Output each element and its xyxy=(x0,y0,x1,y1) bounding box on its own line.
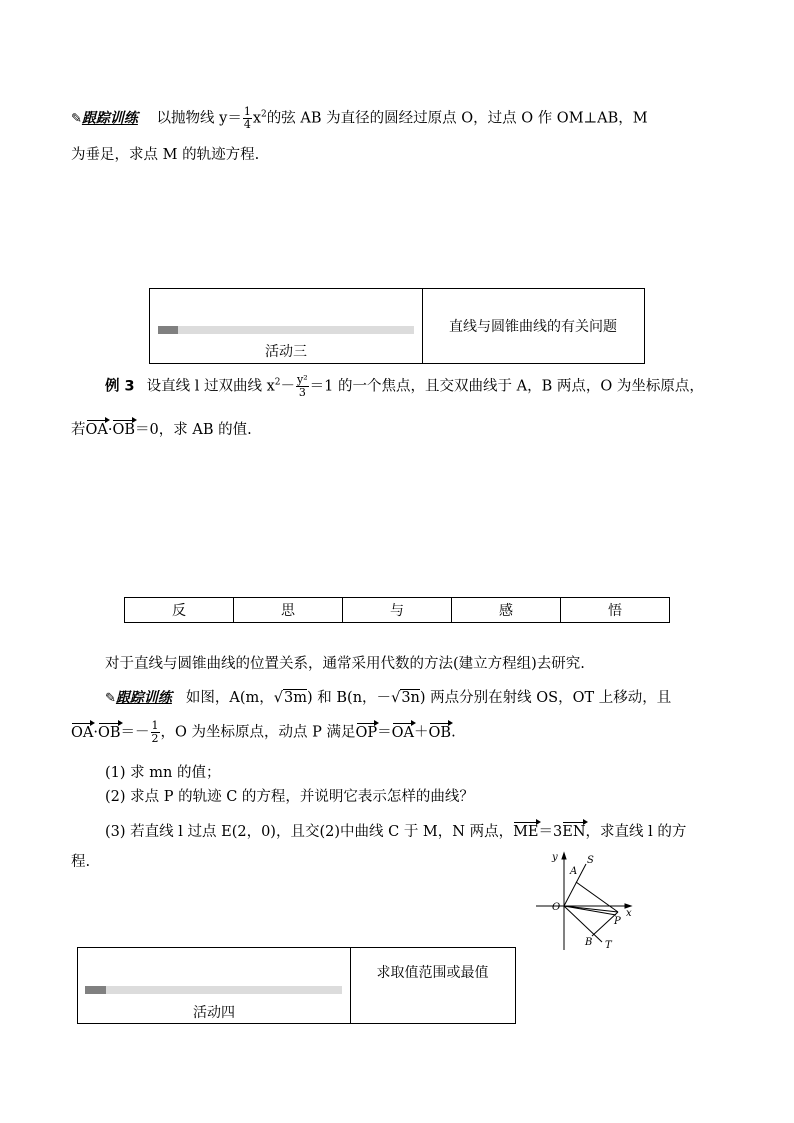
text: 如图，A(m， xyxy=(185,690,274,706)
example-label: 例 3 xyxy=(105,378,135,395)
y-arrow xyxy=(562,853,566,859)
question-1: (1) 求 mn 的值； xyxy=(105,765,221,781)
activity4-label: 活动四 xyxy=(193,1005,235,1021)
vector-en: EN xyxy=(562,824,586,840)
superscript: 2 xyxy=(261,109,267,120)
text: 以抛物线 y＝ xyxy=(156,110,242,127)
activity3-title: 直线与圆锥曲线的有关问题 xyxy=(449,319,617,335)
label-s: S xyxy=(587,855,594,866)
progress-track xyxy=(85,986,342,994)
question-3-line2: 程. xyxy=(71,854,91,870)
question-2: (2) 求点 P 的轨迹 C 的方程，并说明它表示怎样的曲线？ xyxy=(105,789,474,805)
numerator: 1 xyxy=(243,105,251,118)
text: ，求直线 l 的方 xyxy=(585,824,687,840)
text: 设直线 l 过双曲线 x xyxy=(146,378,275,395)
track2-line2 xyxy=(71,720,456,745)
text: ) 两点分别在射线 OS，OT 上移动，且 xyxy=(419,690,672,706)
sqrt-content: 3n xyxy=(401,690,420,706)
summary-text: 对于直线与圆锥曲线的位置关系，通常采用代数的方法(建立方程组)去研究. xyxy=(105,656,585,672)
vector-oa: OA xyxy=(391,724,415,741)
track1-line2: 为垂足，求点 M 的轨迹方程. xyxy=(71,147,260,163)
text: ，O 为坐标原点，动点 P 满足 xyxy=(160,724,356,741)
label-p: P xyxy=(614,916,621,927)
reflection-cell: 与 xyxy=(343,598,452,622)
sqrt-content: 3m xyxy=(284,690,308,706)
activity4-left xyxy=(78,948,351,1023)
denominator: 4 xyxy=(243,118,251,131)
text: ＋ xyxy=(414,724,429,741)
label-o: O xyxy=(552,902,561,913)
text: 的弦 AB 为直径的圆经过原点 O，过点 O 作 OM⊥AB，M xyxy=(266,110,648,127)
pencil-icon: ✎ xyxy=(105,691,116,706)
vector-ob: OB xyxy=(97,724,121,741)
coordinate-figure xyxy=(528,850,638,950)
reflection-cell: 悟 xyxy=(608,603,622,619)
label-a: A xyxy=(570,866,578,877)
denominator: 2 xyxy=(151,732,159,745)
label-y: y xyxy=(552,852,558,863)
track-tag: 跟踪训练 xyxy=(115,690,172,706)
text: ＝0，求 AB 的值. xyxy=(135,422,252,438)
fraction xyxy=(243,106,252,131)
activity4-box xyxy=(77,947,516,1024)
sqrt-sign: √ xyxy=(273,690,284,706)
fraction xyxy=(296,374,309,399)
sqrt-sign: √ xyxy=(391,690,401,706)
fraction xyxy=(151,720,160,745)
segment-ap xyxy=(576,882,618,912)
text: ) 和 B(n，－ xyxy=(307,690,392,706)
text: ＝－ xyxy=(120,724,150,741)
vector-oa: OA xyxy=(85,422,108,438)
activity3-left xyxy=(150,289,423,363)
progress-track xyxy=(158,326,414,334)
pencil-icon: ✎ xyxy=(71,111,82,127)
numerator: y² xyxy=(297,373,308,386)
text: ＝1 的一个焦点，且交双曲线于 A，B 两点，O 为坐标原点， xyxy=(309,378,704,395)
label-x: x xyxy=(626,908,632,919)
text: . xyxy=(451,724,456,741)
vector-op: OP xyxy=(355,724,378,741)
text: x xyxy=(252,110,262,127)
label-t: T xyxy=(605,940,612,950)
activity3-box xyxy=(149,288,645,364)
reflection-table xyxy=(124,597,670,623)
text: (3) 若直线 l 过点 E(2，0)，且交(2)中曲线 C 于 M，N 两点， xyxy=(105,824,514,840)
text: ＝ xyxy=(377,724,392,741)
progress-fill xyxy=(85,986,106,994)
reflection-cell: 思 xyxy=(234,598,343,622)
vector-ob: OB xyxy=(428,724,452,741)
reflection-cell: 感 xyxy=(452,598,561,622)
label-b: B xyxy=(585,937,593,948)
text: 若 xyxy=(71,422,86,438)
track1-line1 xyxy=(71,106,648,131)
vector-me: ME xyxy=(513,824,539,840)
example3-line2 xyxy=(71,418,252,439)
vector-ob: OB xyxy=(112,422,136,438)
text: ＝3 xyxy=(538,824,563,840)
activity4-title: 求取值范围或最值 xyxy=(376,965,489,981)
text: · xyxy=(93,724,98,741)
text: － xyxy=(280,378,296,395)
question-3 xyxy=(105,820,686,841)
text: · xyxy=(107,422,113,438)
activity3-label: 活动三 xyxy=(265,344,307,360)
track2-line1 xyxy=(105,686,671,707)
denominator: 3 xyxy=(298,386,306,399)
track-tag: 跟踪训练 xyxy=(81,110,138,127)
superscript: 2 xyxy=(274,377,281,388)
progress-fill xyxy=(158,326,178,334)
example3-line1 xyxy=(105,374,704,399)
numerator: 1 xyxy=(151,719,159,732)
reflection-cell: 反 xyxy=(125,598,234,622)
vector-oa: OA xyxy=(71,724,94,741)
